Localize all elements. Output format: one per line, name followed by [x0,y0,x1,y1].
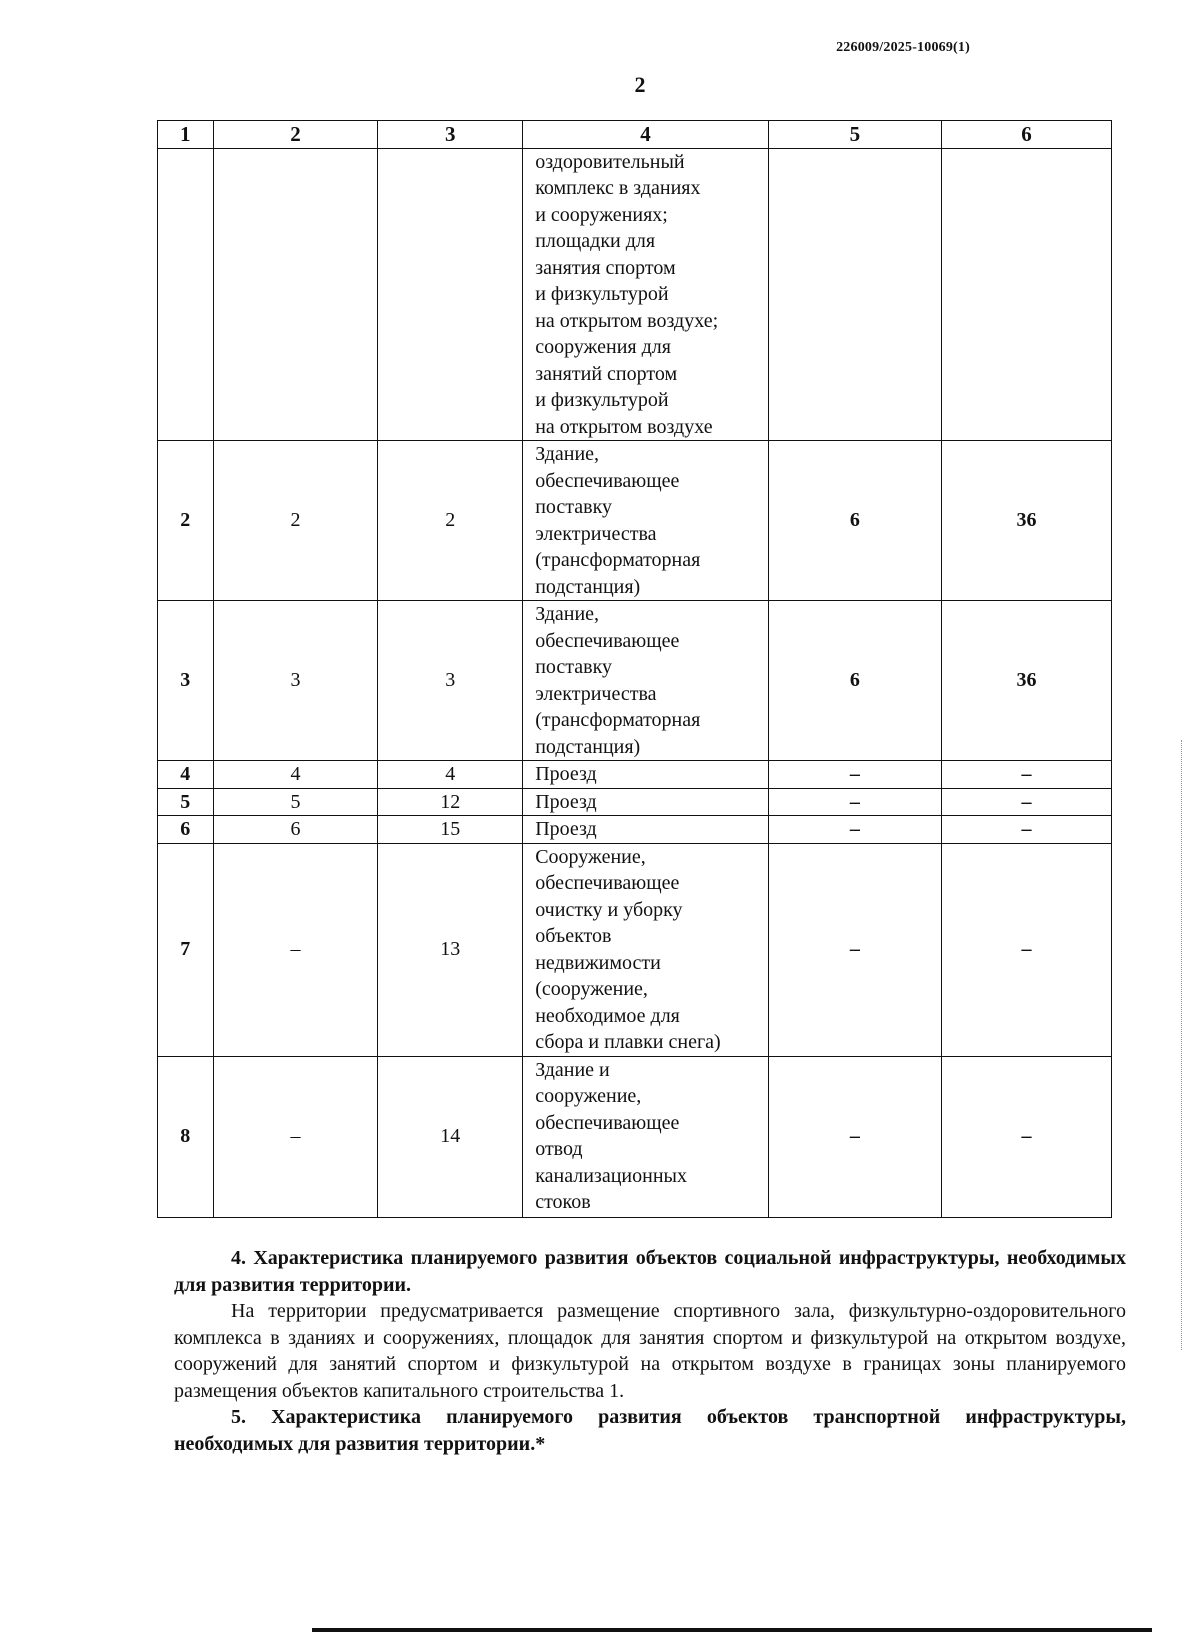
table-cell: – [213,1056,378,1217]
table-cell: – [768,816,941,844]
column-header: 6 [941,121,1111,149]
table-cell: – [941,788,1111,816]
table-cell: 4 [213,761,378,789]
table-cell [378,148,523,441]
table-cell: 2 [213,441,378,601]
document-number: 226009/2025-10069(1) [836,40,970,55]
bottom-rule [312,1628,1152,1632]
table-cell: 2 [378,441,523,601]
table-cell: 6 [768,441,941,601]
table-cell: Здание, обеспечивающее поставку электричества (трансформаторная подстанция) [523,441,769,601]
table-cell: 7 [158,843,214,1056]
table-cell: – [941,816,1111,844]
column-header: 2 [213,121,378,149]
column-header: 4 [523,121,769,149]
data-table [157,120,1112,1218]
table-cell: – [768,788,941,816]
table-cell: 6 [158,816,214,844]
table-row [158,788,1112,816]
table-cell: 36 [941,441,1111,601]
table-cell: 8 [158,1056,214,1217]
table-cell: 15 [378,816,523,844]
table-cell: 5 [213,788,378,816]
table-row [158,1056,1112,1217]
column-header: 1 [158,121,214,149]
table-cell: – [941,761,1111,789]
table-cell: – [768,843,941,1056]
section-4-body: На территории предусматривается размещение спортивного зала, физкультурно-оздоровительного комплекса в зданиях и сооружениях, площадок для занятия спортом и физкультурой на открытом воздухе, сооружений для занятий спортом и физкультурой на открытом воздухе в границах зоны планируемого размещения объектов капитального строительства 1. [174,1300,1126,1402]
table-cell [213,148,378,441]
table-cell: 3 [378,601,523,761]
table-cell: – [941,1056,1111,1217]
body-text [174,1245,1126,1457]
table-cell: 14 [378,1056,523,1217]
table-row [158,843,1112,1056]
column-header: 3 [378,121,523,149]
table-cell: – [941,843,1111,1056]
table-row [158,441,1112,601]
scan-edge-marks [1180,740,1182,1350]
table-cell: 36 [941,601,1111,761]
table-cell: 13 [378,843,523,1056]
table-cell: оздоровительный комплекс в зданиях и сооружениях; площадки для занятия спортом и физкультурой на открытом воздухе; сооружения для занятий спортом и физкультурой на открытом воздухе [523,148,769,441]
table-cell: 3 [213,601,378,761]
table-cell: 3 [158,601,214,761]
table-cell: – [768,761,941,789]
table-cell: 12 [378,788,523,816]
table-row [158,761,1112,789]
page-number: 2 [634,72,646,97]
table-cell: Здание, обеспечивающее поставку электричества (трансформаторная подстанция) [523,601,769,761]
section-4-heading: 4. Характеристика планируемого развития объектов социальной инфраструктуры, необходимых для развития территории. [174,1247,1126,1296]
table-cell: – [768,1056,941,1217]
table-cell: Проезд [523,761,769,789]
table-header-row [158,121,1112,149]
table-cell [768,148,941,441]
table-cell: Сооружение, обеспечивающее очистку и уборку объектов недвижимости (сооружение, необходимое для сбора и плавки снега) [523,843,769,1056]
table-cell: 2 [158,441,214,601]
table-cell: 4 [158,761,214,789]
table-cell: Здание и сооружение, обеспечивающее отвод канализационных стоков [523,1056,769,1217]
table-cell: Проезд [523,788,769,816]
table-cell: 6 [213,816,378,844]
column-header: 5 [768,121,941,149]
section-5-heading: 5. Характеристика планируемого развития объектов транспортной инфраструктуры, необходимых для развития территории.* [174,1406,1126,1455]
table-cell: 5 [158,788,214,816]
table-cell [158,148,214,441]
table-cell [941,148,1111,441]
table-cell: 4 [378,761,523,789]
table-row [158,601,1112,761]
table-cell: 6 [768,601,941,761]
table-cell: Проезд [523,816,769,844]
table-row [158,816,1112,844]
table-cell: – [213,843,378,1056]
table-row [158,148,1112,441]
